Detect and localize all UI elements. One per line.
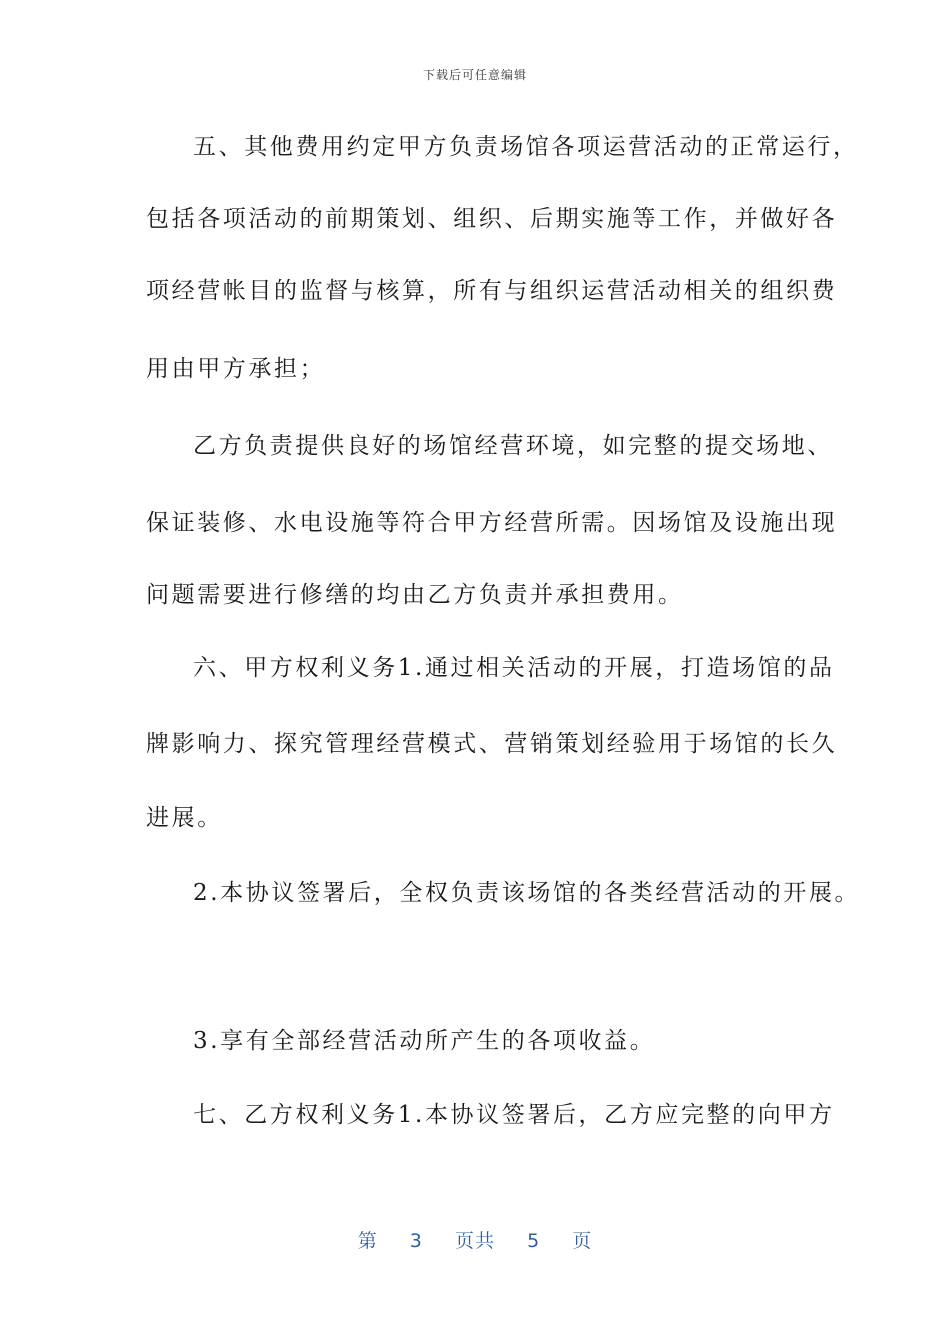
body-line: 七、乙方权利义务1.本协议签署后，乙方应完整的向甲方 — [193, 1102, 835, 1128]
body-line: 项经营帐目的监督与核算，所有与组织运营活动相关的组织费 — [146, 278, 838, 304]
footer-middle: 页共 — [454, 1230, 495, 1252]
body-line: 进展。 — [146, 805, 223, 831]
page-footer — [0, 1226, 950, 1253]
body-line: 问题需要进行修缮的均由乙方负责并承担费用。 — [146, 582, 684, 608]
footer-total-pages: 5 — [527, 1230, 541, 1252]
body-line: 五、其他费用约定甲方负责场馆各项运营活动的正常运行， — [193, 134, 859, 160]
body-line: 保证装修、水电设施等符合甲方经营所需。因场馆及设施出现 — [146, 510, 838, 536]
body-line: 2.本协议签署后，全权负责该场馆的各类经营活动的开展。 — [193, 880, 861, 906]
footer-prefix: 第 — [357, 1230, 378, 1252]
body-line: 牌影响力、探究管理经营模式、营销策划经验用于场馆的长久 — [146, 731, 838, 757]
body-line: 乙方负责提供良好的场馆经营环境，如完整的提交场地、 — [193, 433, 833, 459]
body-line: 六、甲方权利义务1.通过相关活动的开展，打造场馆的品 — [193, 655, 835, 681]
page-header: 下载后可任意编辑 — [422, 68, 527, 82]
footer-suffix: 页 — [572, 1230, 593, 1252]
body-line: 包括各项活动的前期策划、组织、后期实施等工作，并做好各 — [146, 206, 838, 232]
body-line: 3.享有全部经营活动所产生的各项收益。 — [193, 1028, 656, 1054]
footer-current-page: 3 — [409, 1230, 423, 1252]
body-line: 用由甲方承担； — [146, 356, 326, 382]
